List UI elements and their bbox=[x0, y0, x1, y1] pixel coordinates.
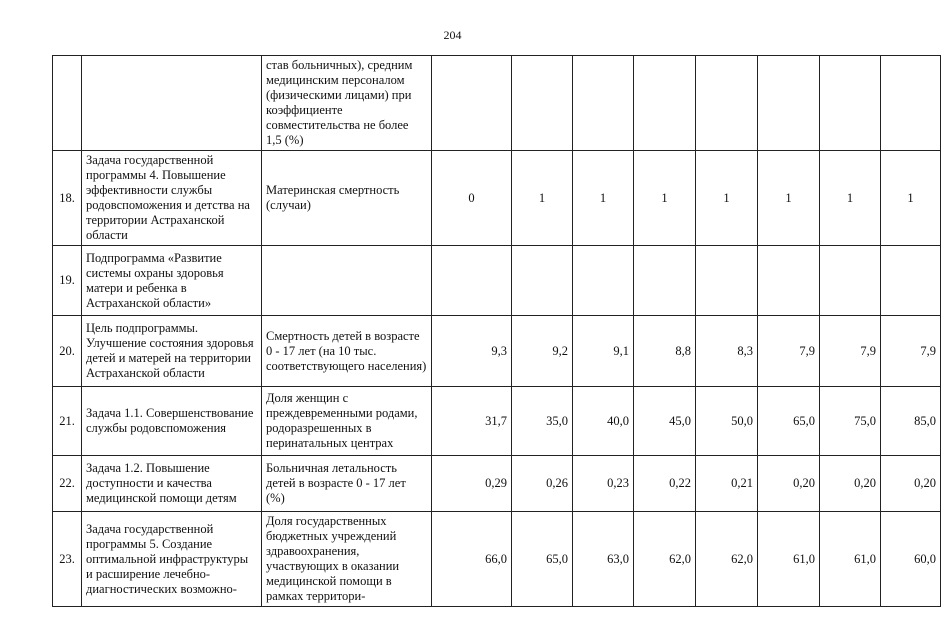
task-cell: Задача государственной программы 4. Повышение эффективности службы родовспоможения и детства на территории Астраханской области bbox=[82, 151, 262, 246]
indicator-cell: Доля государственных бюджетных учреждений здравоохранения, участвующих в оказании медицинской помощи в рамках территори- bbox=[262, 512, 432, 607]
value-cell bbox=[634, 56, 696, 151]
indicator-cell: став больничных), средним медицинским персоналом (физическими лицами) при коэффициенте совместительства не более 1,5 (%) bbox=[262, 56, 432, 151]
value-cell: 0,23 bbox=[573, 456, 634, 512]
value-cell: 66,0 bbox=[432, 512, 512, 607]
value-cell bbox=[758, 246, 820, 316]
value-cell bbox=[634, 246, 696, 316]
value-cell: 65,0 bbox=[758, 387, 820, 456]
value-cell: 1 bbox=[881, 151, 941, 246]
task-cell: Задача государственной программы 5. Создание оптимальной инфраструктуры и расширение лечебно-диагностических возможно- bbox=[82, 512, 262, 607]
value-cell bbox=[758, 56, 820, 151]
table-row bbox=[53, 56, 941, 151]
value-cell: 1 bbox=[634, 151, 696, 246]
row-number: 19. bbox=[53, 246, 82, 316]
value-cell bbox=[573, 246, 634, 316]
value-cell: 9,3 bbox=[432, 316, 512, 387]
value-cell: 8,3 bbox=[696, 316, 758, 387]
value-cell bbox=[432, 56, 512, 151]
task-cell: Подпрограмма «Развитие системы охраны здоровья матери и ребенка в Астраханской области» bbox=[82, 246, 262, 316]
value-cell: 1 bbox=[696, 151, 758, 246]
value-cell: 0 bbox=[432, 151, 512, 246]
value-cell: 1 bbox=[758, 151, 820, 246]
indicators-table bbox=[52, 55, 941, 607]
table-row bbox=[53, 246, 941, 316]
value-cell: 7,9 bbox=[820, 316, 881, 387]
table-row bbox=[53, 456, 941, 512]
value-cell: 40,0 bbox=[573, 387, 634, 456]
indicator-cell: Больничная летальность детей в возрасте 0 - 17 лет (%) bbox=[262, 456, 432, 512]
page-number: 204 bbox=[443, 28, 462, 42]
value-cell: 1 bbox=[573, 151, 634, 246]
value-cell: 0,26 bbox=[512, 456, 573, 512]
value-cell: 50,0 bbox=[696, 387, 758, 456]
value-cell: 45,0 bbox=[634, 387, 696, 456]
value-cell bbox=[696, 56, 758, 151]
table-row bbox=[53, 512, 941, 607]
value-cell: 60,0 bbox=[881, 512, 941, 607]
value-cell: 8,8 bbox=[634, 316, 696, 387]
row-number: 20. bbox=[53, 316, 82, 387]
indicator-cell: Доля женщин с преждевременными родами, родоразрешенных в перинатальных центрах bbox=[262, 387, 432, 456]
table-row bbox=[53, 151, 941, 246]
value-cell bbox=[881, 56, 941, 151]
value-cell: 7,9 bbox=[881, 316, 941, 387]
value-cell: 61,0 bbox=[758, 512, 820, 607]
value-cell bbox=[512, 56, 573, 151]
row-number: 18. bbox=[53, 151, 82, 246]
row-number: 21. bbox=[53, 387, 82, 456]
value-cell: 0,21 bbox=[696, 456, 758, 512]
value-cell: 0,29 bbox=[432, 456, 512, 512]
table-row bbox=[53, 316, 941, 387]
value-cell: 1 bbox=[820, 151, 881, 246]
value-cell bbox=[573, 56, 634, 151]
value-cell: 35,0 bbox=[512, 387, 573, 456]
value-cell: 85,0 bbox=[881, 387, 941, 456]
value-cell: 9,2 bbox=[512, 316, 573, 387]
value-cell bbox=[432, 246, 512, 316]
value-cell bbox=[820, 56, 881, 151]
value-cell: 0,20 bbox=[881, 456, 941, 512]
value-cell: 7,9 bbox=[758, 316, 820, 387]
value-cell bbox=[820, 246, 881, 316]
value-cell: 63,0 bbox=[573, 512, 634, 607]
value-cell: 9,1 bbox=[573, 316, 634, 387]
indicator-cell bbox=[262, 246, 432, 316]
value-cell: 0,20 bbox=[758, 456, 820, 512]
value-cell: 1 bbox=[512, 151, 573, 246]
value-cell: 65,0 bbox=[512, 512, 573, 607]
row-number: 22. bbox=[53, 456, 82, 512]
indicator-cell: Материнская смертность (случаи) bbox=[262, 151, 432, 246]
task-cell: Задача 1.2. Повышение доступности и качества медицинской помощи детям bbox=[82, 456, 262, 512]
value-cell: 0,20 bbox=[820, 456, 881, 512]
value-cell bbox=[696, 246, 758, 316]
indicator-cell: Смертность детей в возрасте 0 - 17 лет (на 10 тыс. соответствующего населения) bbox=[262, 316, 432, 387]
task-cell: Цель подпрограммы. Улучшение состояния здоровья детей и матерей на территории Астраханской области bbox=[82, 316, 262, 387]
value-cell: 62,0 bbox=[634, 512, 696, 607]
value-cell: 0,22 bbox=[634, 456, 696, 512]
value-cell: 31,7 bbox=[432, 387, 512, 456]
row-number: 23. bbox=[53, 512, 82, 607]
value-cell: 75,0 bbox=[820, 387, 881, 456]
value-cell bbox=[881, 246, 941, 316]
table-row bbox=[53, 387, 941, 456]
row-number bbox=[53, 56, 82, 151]
task-cell bbox=[82, 56, 262, 151]
value-cell: 62,0 bbox=[696, 512, 758, 607]
value-cell bbox=[512, 246, 573, 316]
value-cell: 61,0 bbox=[820, 512, 881, 607]
task-cell: Задача 1.1. Совершенствование службы родовспоможения bbox=[82, 387, 262, 456]
